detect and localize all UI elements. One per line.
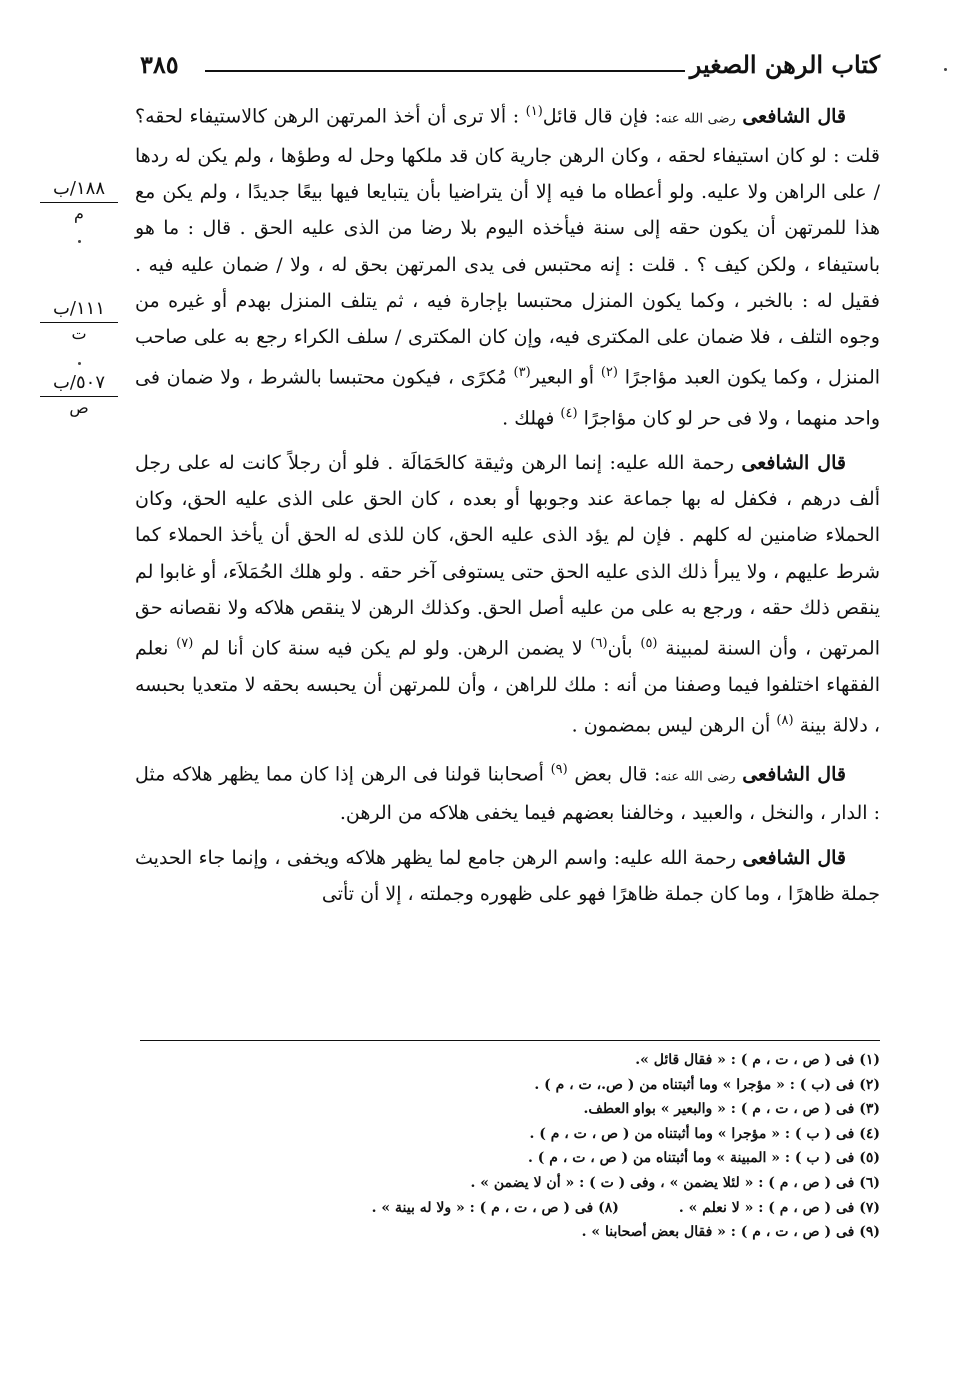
margin-note-siglum: ت xyxy=(71,324,87,343)
footnote-3: (٣) فى ( ص ، ت ، م ) : « والبعير » بواو العطف. xyxy=(583,1101,880,1118)
text-run: لا يضمن الرهن. ولو لم يكن فيه سنة كان أنا لم xyxy=(193,637,591,660)
footnote-ref: (٤) xyxy=(560,406,578,422)
book-title: كتاب الرهن الصغير xyxy=(689,50,880,79)
scan-speck xyxy=(78,240,81,243)
scan-speck xyxy=(944,68,947,71)
main-text xyxy=(135,94,880,920)
margin-note-manuscript-t xyxy=(40,298,118,345)
margin-note-folio: ٥٠٧/ب xyxy=(40,372,118,397)
footnote-4: (٤) فى ( ب ) : « مؤجرا » وما أثبتناه من ( ص ، ت ، م ) . xyxy=(529,1125,880,1142)
footnote-7-8 xyxy=(140,1196,880,1221)
page-number: ٣٨٥ xyxy=(140,50,179,79)
margin-note-siglum: م xyxy=(74,204,84,223)
honorific: رحمة الله عليه xyxy=(620,846,737,869)
honorific: رحمة الله عليه xyxy=(615,451,734,474)
speaker-label: قال الشافعى xyxy=(742,105,847,128)
speaker-label: قال الشافعى xyxy=(742,846,846,869)
footnote-ref: (٣) xyxy=(513,365,531,381)
footnote-8: (٨) فى ( ص ، ت ، م ) : « ولا له بينة » . xyxy=(371,1199,619,1216)
margin-note-folio: ١١١/ب xyxy=(40,298,118,323)
paragraph xyxy=(135,94,880,437)
margin-note-manuscript-s xyxy=(40,372,118,419)
text-run: بأن xyxy=(607,637,641,660)
footnote-ref: (٥) xyxy=(640,636,658,652)
margin-note-siglum: ص xyxy=(69,398,89,417)
footnote-7: (٧) فى ( ص ، م ) : « لا نعلم » . xyxy=(678,1199,880,1216)
text-run: : إنما الرهن وثيقة كالحَمَالَة . فلو أن رجلاً كانت له على رجل ألف درهم ، فكفل له بها جماعة عند وجوبها أو بعده ، كان الحق على الذى عليه الحق، وكان الحملاء ضامنين له كلهم . فإن لم يؤد الذى عليه الحق، كان للذى له الحق أن يأخذ الحملاء كما شرط عليهم ، ولا يبرأ ذلك الذى عليه الحق حتى يستوفى آخر حقه . ولو هلك الحُمَلاَء، أو غابوا لم ينقص ذلك حقه ، ورجع به على من عليه أصل الحق. وكذلك الرهن لا ينقص هلاكه ولا نقصانه حق المرتهن ، وأن السنة لمبينة xyxy=(135,451,880,660)
footnote-ref: (٩) xyxy=(550,761,568,777)
margin-note-folio: ١٨٨/ب xyxy=(40,178,118,203)
text-run: : فإن قال قائل xyxy=(542,105,661,128)
text-run: : واسم الرهن جامع لما يظهر هلاكه ويخفى ، وإنما جاء الحديث جملة ظاهرًا ، وما كان جملة ظاهرًا فهو على ظهوره وجملته ، إلا أن تأتى xyxy=(135,846,880,905)
footnote-ref: (٨) xyxy=(776,713,794,729)
honorific: رضى الله عنه xyxy=(660,769,736,785)
text-run: أصحابنا قولنا فى الرهن إذا كان مما يظهر هلاكه مثل : الدار ، والنخل ، والعبيد ، وخالفنا بعضهم فيما يخفى هلاكه من الرهن. xyxy=(135,763,880,825)
footnote-ref: (٦) xyxy=(590,636,608,652)
text-run: أو البعير xyxy=(530,366,601,389)
header-rule xyxy=(205,70,685,72)
text-run: مُكرًى ، فيكون محتبسا بالشرط ، ولا ضمان فى واحد منهما ، ولا فى حر لو كان مؤاجرًا xyxy=(135,366,880,430)
paragraph xyxy=(135,752,880,832)
speaker-label: قال الشافعى xyxy=(741,451,846,474)
honorific: رضى الله عنه xyxy=(660,111,736,127)
footnote-5: (٥) فى ( ب ) : « المبينة » وما أثبتناه من ( ص ، ت ، م ) . xyxy=(528,1150,880,1167)
footnote-separator xyxy=(140,1040,880,1041)
margin-note-manuscript-m xyxy=(40,178,118,225)
footnote-ref: (٢) xyxy=(600,365,618,381)
text-run: نعلم الفقهاء اختلفوا فيما وصفنا من أنه : ملك للراهن ، وأن للمرتهن أن يحبسه بحقه لا متعديا بحبسه ، دلالة بينة xyxy=(135,637,880,737)
footnote-6: (٦) فى ( ص ، م ) : « لئلا يضمن » ، وفى ( ت ) : « أن لا يضمن » . xyxy=(470,1174,880,1191)
speaker-label: قال الشافعى xyxy=(742,763,846,786)
text-run: أن الرهن ليس بمضمون . xyxy=(571,714,777,737)
footnote-ref: (٧) xyxy=(176,636,194,652)
paragraph xyxy=(135,840,880,913)
scan-speck xyxy=(78,362,81,365)
footnote-ref: (١) xyxy=(525,104,543,119)
text-run: : قال بعض xyxy=(567,763,661,786)
footnote-2: (٢) فى (ب ) : « مؤجرا » وما أثبتناه من ( ص.، ت ، م ) . xyxy=(534,1076,880,1093)
text-run: فهلك . xyxy=(502,407,561,430)
footnote-9: (٩) فى ( ص ، ت ، م ) : « فقال بعض أصحابنا » . xyxy=(581,1224,880,1241)
paragraph xyxy=(135,445,880,744)
footnotes xyxy=(140,1048,880,1245)
footnote-1: (١) فى ( ص ، ت ، م ) : « فقال قائل ». xyxy=(635,1052,880,1068)
page-header xyxy=(140,50,880,90)
text-run: : ألا ترى أن أخذ المرتهن الرهن كالاستيفاء لحقه؟ قلت : لو كان استيفاء لحقه ، وكان الرهن جارية كان قد ملكها وحل له وطؤها ، ولم يكن له ردها / على الراهن ولا عليه. ولو أعطاه ما فيه إلا أن يتراضيا بأن يتبايعا فيها بيعًا جديدًا ، ولم يكن مع هذا للمرتهن أن يكون حقه إلى سنة فيأخذه اليوم بلا رضا من الذى عليه الحق . قال : ما هو باستيفاء ، ولكن كيف ؟ . قلت : إنه محتبس فى يدى المرتهن بحق له ، ولا / ضمان عليه فيه . فقيل له : بالخبر ، وكما يكون المنزل محتبسا بإجارة فيه ، ثم يتلف المنزل بهدم أو غيره من وجوه التلف ، فلا ضمان على المكترى فيه، وإن كان المكترى / سلف الكراء رجع به على صاحب المنزل ، وكما يكون العبد مؤاجرًا xyxy=(135,105,881,389)
